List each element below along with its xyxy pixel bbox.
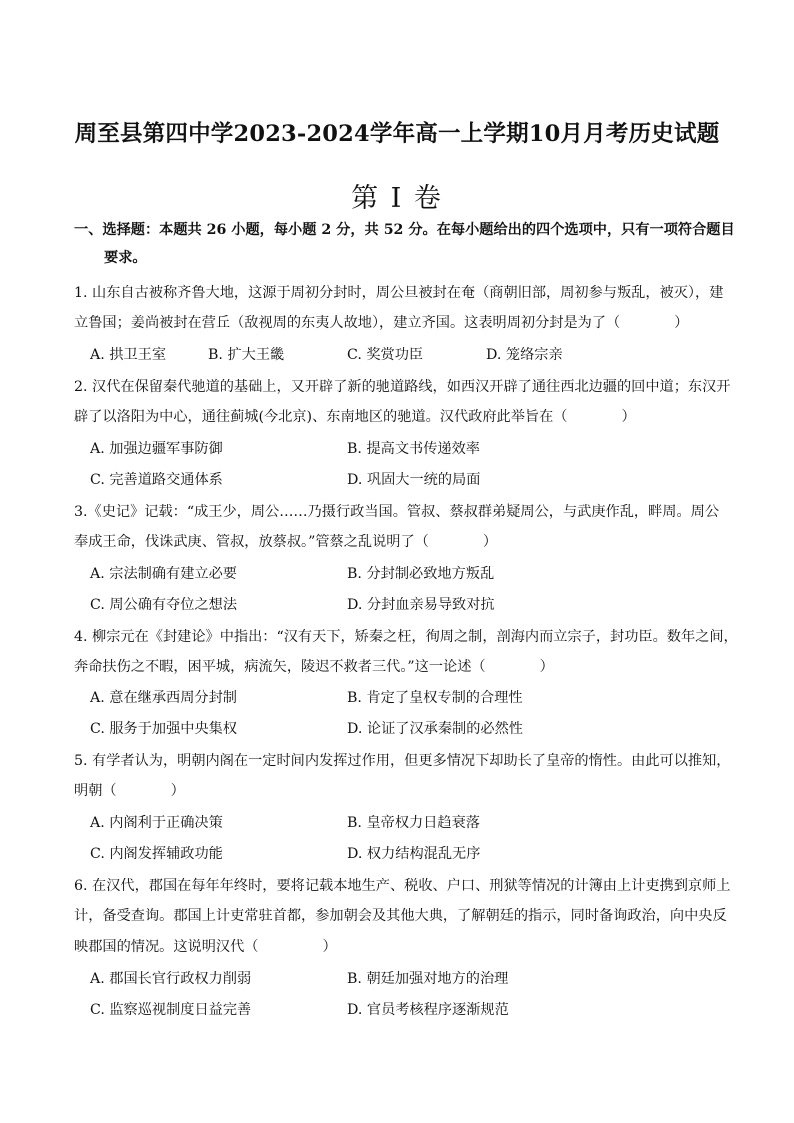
- question-3-option-d: D. 分封血亲易导致对抗: [347, 597, 495, 613]
- question-6-option-a: A. 郡国长官行政权力削弱: [90, 971, 252, 987]
- question-4-option-c: C. 服务于加强中央集权: [90, 721, 238, 737]
- question-2-text: 2. 汉代在保留秦代驰道的基础上，又开辟了新的驰道路线，如西汉开辟了通往西北边疆的回中道；东汉开: [74, 379, 731, 395]
- question-4-option-b: B. 肯定了皇权专制的合理性: [347, 690, 523, 706]
- question-5-option-c: C. 内阁发挥辅政功能: [90, 846, 223, 862]
- section-instruction: 一、选择题：本题共 26 小题，每小题 2 分，共 52 分。在每小题给出的四个选项中，只有一项符合题目: [74, 222, 735, 238]
- volume-heading: 第 I 卷: [351, 183, 443, 214]
- question-5-text-cont: 明朝（ ）: [74, 783, 185, 799]
- question-4-option-a: A. 意在继承西周分封制: [90, 690, 237, 706]
- section-instruction-cont: 要求。: [104, 250, 147, 266]
- question-4-option-d: D. 论证了汉承秦制的必然性: [347, 721, 523, 737]
- question-1-option-a: A. 拱卫王室: [90, 347, 167, 363]
- question-4-text-cont: 奔命扶伤之不暇，困平城，病流矢，陵迟不救者三代。”这一论述（ ）: [74, 659, 554, 675]
- question-5-option-b: B. 皇帝权力日趋衰落: [347, 815, 480, 831]
- question-2-option-b: B. 提高文书传递效率: [347, 441, 480, 457]
- question-2-option-d: D. 巩固大一统的局面: [347, 472, 481, 488]
- question-5-option-a: A. 内阁利于正确决策: [90, 815, 223, 831]
- question-1-option-b: B. 扩大王畿: [208, 347, 285, 363]
- question-5-option-d: D. 权力结构混乱无序: [347, 846, 481, 862]
- question-6-text-cont2: 映郡国的情况。这说明汉代（ ）: [74, 939, 337, 955]
- question-1-option-d: D. 笼络宗亲: [486, 347, 563, 363]
- question-3-option-a: A. 宗法制确有建立必要: [90, 566, 237, 582]
- question-3-option-b: B. 分封制必致地方叛乱: [347, 566, 495, 582]
- question-2-option-c: C. 完善道路交通体系: [90, 472, 223, 488]
- question-6-option-d: D. 官员考核程序逐渐规范: [347, 1002, 509, 1018]
- question-2-text-cont: 辟了以洛阳为中心，通往蓟城(今北京)、东南地区的驰道。汉代政府此举旨在（ ）: [74, 409, 636, 425]
- exam-title: 周至县第四中学2023-2024学年高一上学期10月月考历史试题: [74, 121, 720, 147]
- question-1-text: 1. 山东自古被称齐鲁大地，这源于周初分封时，周公旦被封在奄（商朝旧部，周初参与叛乱，被灭），建: [74, 285, 724, 301]
- question-3-option-c: C. 周公确有夺位之想法: [90, 597, 238, 613]
- question-3-text: 3.《史记》记载：“成王少，周公……乃摄行政当国。管叔、蔡叔群弟疑周公，与武庚作乱，畔周。周公: [74, 504, 720, 520]
- question-3-text-cont: 奉成王命，伐诛武庚、管叔，放蔡叔。”管蔡之乱说明了（ ）: [74, 534, 498, 550]
- question-6-text-cont: 计，备受查询。郡国上计吏常驻首都，参加朝会及其他大典，了解朝廷的指示，同时备询政治，向中央反: [74, 908, 727, 924]
- question-1-option-c: C. 奖赏功臣: [347, 347, 424, 363]
- question-5-text: 5. 有学者认为，明朝内阁在一定时间内发挥过作用，但更多情况下却助长了皇帝的惰性。由此可以推知，: [74, 753, 731, 769]
- question-6-option-b: B. 朝廷加强对地方的治理: [347, 971, 509, 987]
- question-2-option-a: A. 加强边疆军事防御: [90, 441, 223, 457]
- question-6-option-c: C. 监察巡视制度日益完善: [90, 1002, 252, 1018]
- question-6-text: 6. 在汉代，郡国在每年年终时，要将记载本地生产、税收、户口、刑狱等情况的计簿由上计吏携到京师上: [74, 878, 731, 894]
- question-4-text: 4. 柳宗元在《封建论》中指出：“汉有天下，矫秦之枉，徇周之制，剖海内而立宗子，封功臣。数年之间，: [74, 629, 738, 645]
- question-1-text-cont: 立鲁国；姜尚被封在营丘（敌视周的东夷人故地），建立齐国。这表明周初分封是为了（ ）: [74, 315, 689, 331]
